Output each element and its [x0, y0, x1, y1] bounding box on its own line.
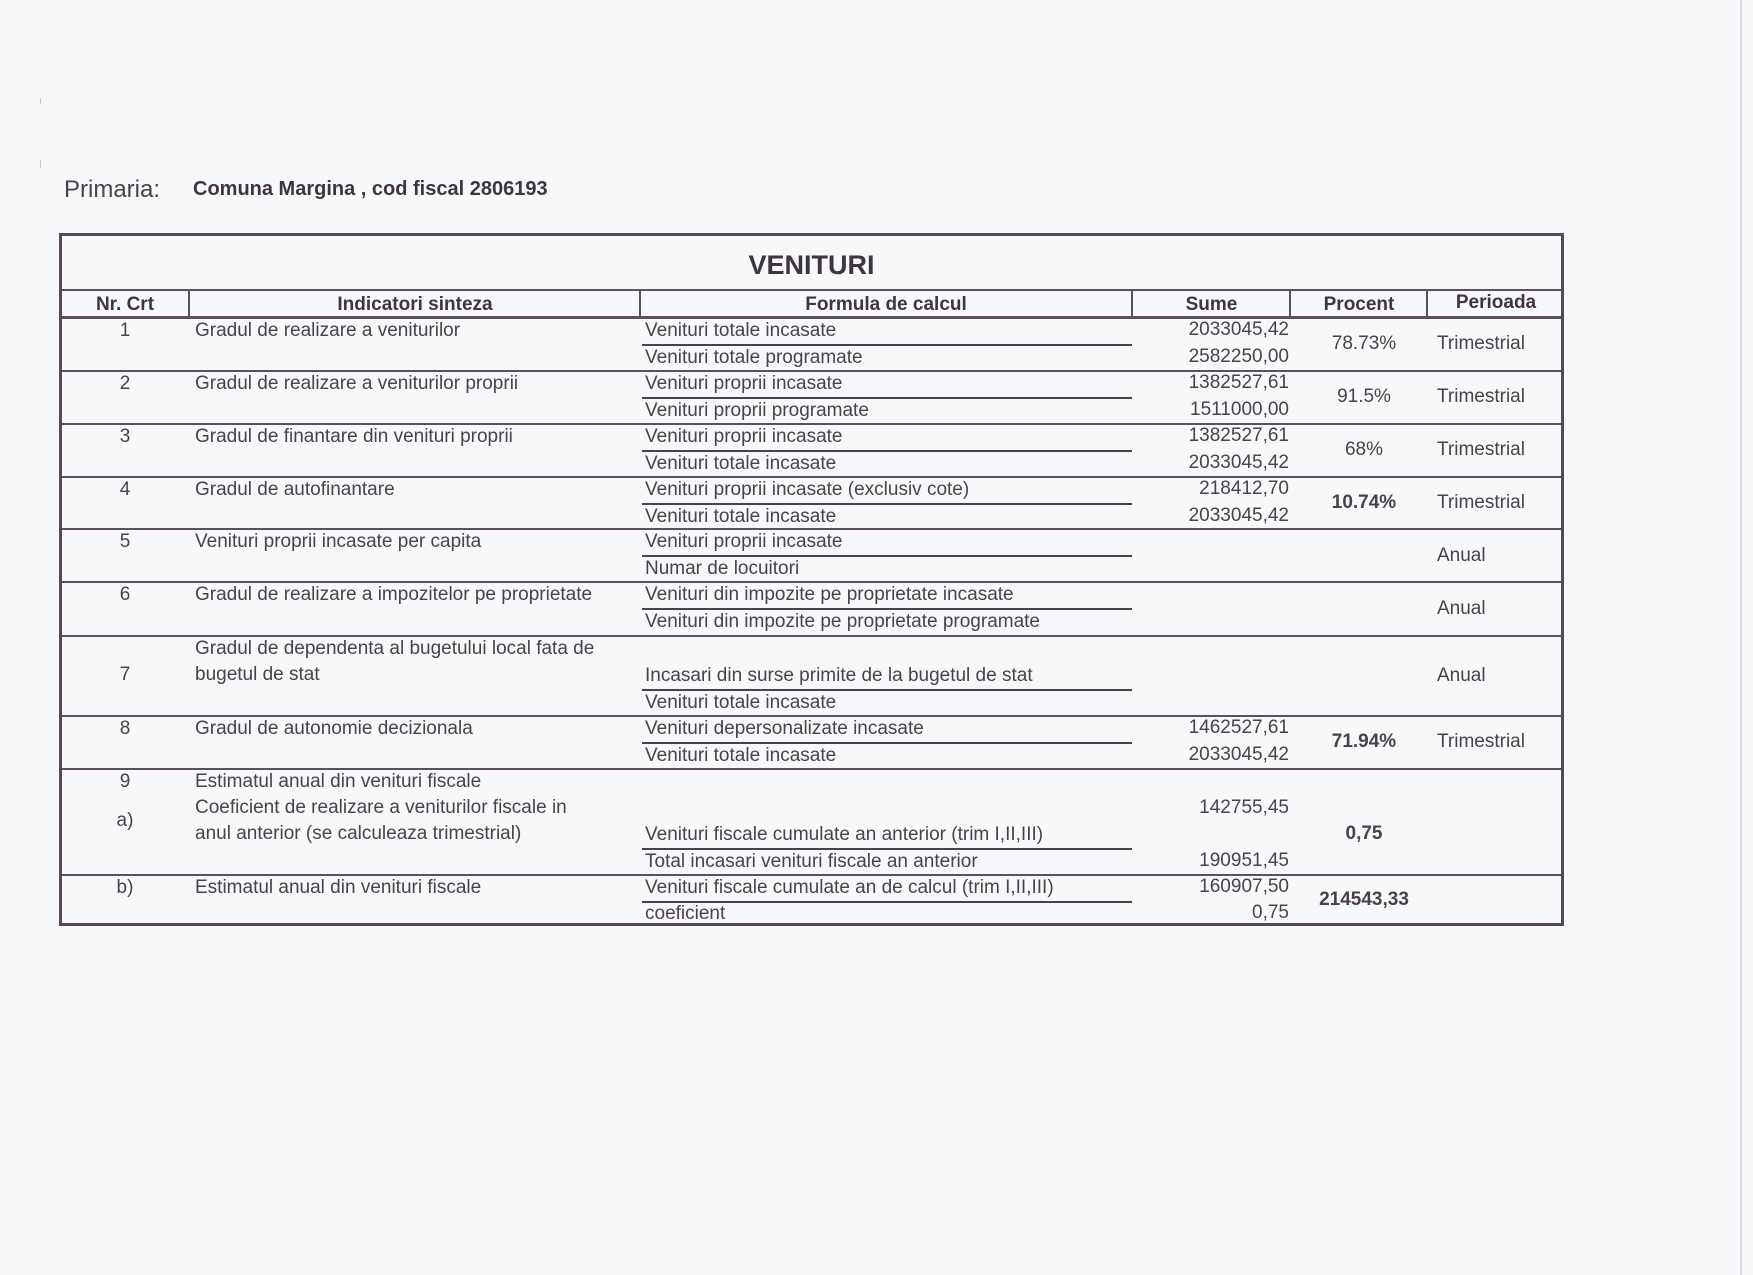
sum-numerator: 218412,70	[1199, 478, 1289, 499]
formula-denominator: Venituri totale incasate	[645, 453, 837, 474]
sum-numerator: 1382527,61	[1188, 425, 1289, 446]
col-header-indicatori: Indicatori sinteza	[337, 294, 493, 315]
procent-value: 71.94%	[1331, 731, 1397, 752]
row-indicator: Gradul de realizare a impozitelor pe proprietate	[195, 584, 593, 605]
primaria-value: Comuna Margina , cod fiscal 2806193	[193, 178, 548, 200]
row-indicator-line2: Coeficient de realizare a veniturilor fiscale in	[195, 797, 567, 818]
row-indicator: Gradul de dependenta al bugetului local fata de	[195, 638, 595, 659]
sum-numerator: 2033045,42	[1188, 319, 1289, 340]
table-title: VENITURI	[748, 250, 875, 280]
sum-denominator: 0,75	[1252, 902, 1289, 923]
col-header-formula: Formula de calcul	[805, 294, 967, 315]
row-nr: 5	[119, 531, 131, 552]
procent-value: 91.5%	[1337, 386, 1391, 407]
sum-denominator: 1511000,00	[1190, 399, 1289, 420]
formula-numerator: Venituri din impozite pe proprietate incasate	[645, 584, 1014, 605]
col-header-procent: Procent	[1323, 294, 1395, 315]
formula-numerator: Venituri fiscale cumulate an anterior (trim I,II,III)	[645, 824, 1044, 845]
row-indicator: Gradul de realizare a veniturilor	[195, 320, 461, 341]
divider	[1426, 289, 1428, 318]
sum-denominator: 2582250,00	[1188, 346, 1289, 367]
col-header-perioada: Perioada	[1455, 292, 1537, 313]
formula-numerator: Venituri proprii incasate (exclusiv cote)	[645, 479, 970, 500]
sum-numerator: 142755,45	[1199, 797, 1289, 818]
divider	[1131, 289, 1133, 318]
sum-numerator: 1382527,61	[1188, 372, 1289, 393]
divider	[1289, 289, 1291, 318]
row-indicator: Gradul de realizare a veniturilor proprii	[195, 373, 519, 394]
perioada-value: Trimestrial	[1437, 333, 1525, 354]
sum-denominator: 190951,45	[1199, 850, 1289, 871]
row-indicator: Estimatul anual din venituri fiscale	[195, 877, 482, 898]
row-nr: 8	[119, 718, 131, 739]
sum-denominator: 2033045,42	[1188, 744, 1289, 765]
procent-value: 78.73%	[1331, 333, 1397, 354]
perioada-value: Trimestrial	[1437, 492, 1525, 513]
row-nr: 2	[119, 373, 131, 394]
row-nr: 7	[119, 664, 131, 685]
formula-denominator: Venituri totale incasate	[645, 506, 837, 527]
formula-numerator: Venituri proprii incasate	[645, 531, 843, 552]
row-indicator: Venituri proprii incasate per capita	[195, 531, 482, 552]
sum-numerator: 1462527,61	[1188, 717, 1289, 738]
scan-speck	[40, 160, 41, 168]
estimat-value: 214543,33	[1319, 889, 1409, 910]
divider	[639, 289, 641, 318]
perioada-value: Anual	[1437, 665, 1486, 686]
scan-speck	[40, 98, 41, 104]
coeficient-value: 0,75	[1345, 823, 1383, 844]
row-indicator: Gradul de finantare din venituri proprii	[195, 426, 513, 447]
formula-numerator: Venituri proprii incasate	[645, 373, 843, 394]
formula-numerator: Incasari din surse primite de la bugetul de stat	[645, 665, 1033, 686]
sum-denominator: 2033045,42	[1188, 505, 1289, 526]
row-nr-sub: a)	[116, 810, 134, 831]
row-indicator-line2: bugetul de stat	[195, 664, 320, 685]
formula-denominator: Venituri din impozite pe proprietate programate	[645, 611, 1041, 632]
divider	[188, 289, 190, 318]
venituri-table	[59, 233, 1564, 926]
perioada-value: Anual	[1437, 545, 1486, 566]
col-header-nr: Nr. Crt	[95, 294, 155, 315]
row-nr: 6	[119, 584, 131, 605]
row-nr: b)	[116, 877, 134, 898]
formula-denominator: Venituri proprii programate	[645, 400, 869, 421]
perioada-value: Trimestrial	[1437, 439, 1525, 460]
row-nr: 1	[119, 320, 131, 341]
procent-value: 10.74%	[1331, 492, 1397, 513]
row-indicator: Gradul de autonomie decizionala	[195, 718, 473, 739]
formula-numerator: Venituri totale incasate	[645, 320, 837, 341]
formula-denominator: Total incasari venituri fiscale an anterior	[645, 851, 978, 872]
perioada-value: Trimestrial	[1437, 386, 1525, 407]
formula-numerator: Venituri proprii incasate	[645, 426, 843, 447]
formula-denominator: Venituri totale incasate	[645, 745, 837, 766]
sum-denominator: 2033045,42	[1188, 452, 1289, 473]
procent-value: 68%	[1344, 439, 1384, 460]
row-nr: 3	[119, 426, 131, 447]
row-indicator: Gradul de autofinantare	[195, 479, 395, 500]
perioada-value: Anual	[1437, 598, 1486, 619]
formula-denominator: Numar de locuitori	[645, 558, 800, 579]
formula-denominator: coeficient	[645, 903, 726, 924]
scan-edge-line	[1740, 0, 1742, 1275]
formula-denominator: Venituri totale incasate	[645, 692, 837, 713]
sum-numerator: 160907,50	[1199, 876, 1289, 897]
row-nr: 9	[119, 771, 131, 792]
formula-denominator: Venituri totale programate	[645, 347, 863, 368]
row-indicator-line3: anul anterior (se calculeaza trimestrial)	[195, 823, 522, 844]
row-indicator: Estimatul anual din venituri fiscale	[195, 771, 482, 792]
perioada-value: Trimestrial	[1437, 731, 1525, 752]
col-header-sume: Sume	[1185, 294, 1238, 315]
primaria-label: Primaria:	[64, 176, 161, 203]
formula-numerator: Venituri depersonalizate incasate	[645, 718, 924, 739]
row-nr: 4	[119, 479, 131, 500]
formula-numerator: Venituri fiscale cumulate an de calcul (trim I,II,III)	[645, 877, 1054, 898]
